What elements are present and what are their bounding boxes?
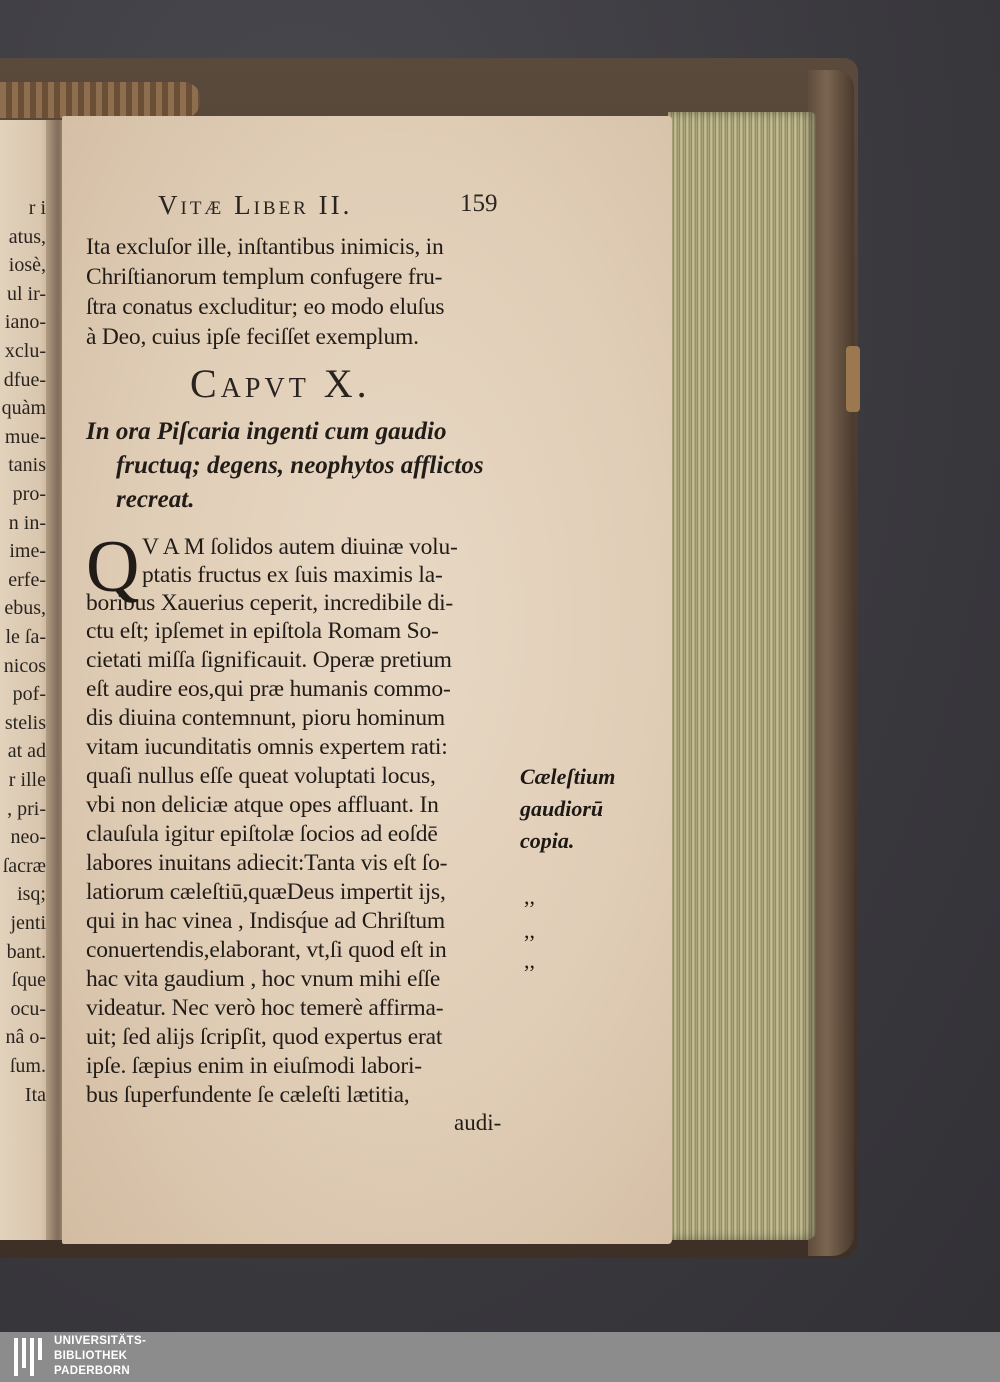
left-page-fragment: jenti <box>10 912 46 934</box>
left-page-fragment: dfue- <box>3 368 46 391</box>
body-line: dis diuina contemnunt, pioru hominum <box>86 705 445 731</box>
left-page-fragment: ebus, <box>4 597 46 620</box>
left-page-fragment: quàm <box>1 397 46 420</box>
running-head <box>158 190 518 226</box>
left-page-fragment: pro- <box>12 483 46 505</box>
library-name-line: UNIVERSITÄTS- <box>54 1335 147 1347</box>
marginal-note-line: copia. <box>520 828 575 853</box>
left-page-fragment: mue- <box>4 425 46 448</box>
body-line: labores inuitans adiecit:Tanta vis eſt ſo- <box>86 850 448 876</box>
body-line: cietati miſſa ſignificauit. Operæ pretium <box>86 647 452 673</box>
body-line: hac vita gaudium , hoc vnum mihi eſſe <box>86 966 441 992</box>
body-line: vbi non deliciæ atque opes affluant. In <box>86 792 439 818</box>
left-page-fragment: xclu- <box>4 340 46 362</box>
left-page-fragment: ſacræ <box>2 854 46 877</box>
library-name-line: PADERBORN <box>54 1365 130 1377</box>
left-page-fragment: nicos <box>3 654 46 677</box>
body-line: ipſe. ſæpius enim in eiuſmodi labori- <box>86 1053 422 1079</box>
running-head-title: Vitæ Liber II. <box>158 190 353 220</box>
page-number: 159 <box>460 190 498 217</box>
body-line: ptatis fructus ex ſuis maximis la- <box>142 562 443 588</box>
drop-cap: Q <box>86 526 140 608</box>
chapter-summary-line: recreat. <box>116 486 195 513</box>
body-line: latiorum cæleſtiū,quæDeus impertit ijs, <box>86 879 446 905</box>
left-page-fragment: iosè, <box>8 254 46 277</box>
library-name-line: BIBLIOTHEK <box>54 1350 128 1362</box>
marginal-note-line: gaudiorū <box>520 796 604 821</box>
chapter-heading: Capvt X. <box>190 361 371 406</box>
opening-line: Ita excluſor ille, inſtantibus inimicis, in <box>86 234 444 260</box>
left-page-fragment: at ad <box>7 740 46 763</box>
left-page-fragment: ime- <box>9 540 46 563</box>
body-line: V A M ſolidos autem diuinæ volu- <box>142 534 458 560</box>
chapter-summary-line: In ora Piſcaria ingenti cum gaudio <box>86 418 447 445</box>
left-page-fragment: tanis <box>8 454 46 477</box>
marginal-note-line: Cæleſtium <box>520 764 616 789</box>
body-line: vitam iucunditatis omnis expertem rati: <box>86 734 448 760</box>
body-line: boribus Xauerius ceperit, incredibile di- <box>86 590 454 616</box>
body-line: ctu eſt; ipſemet in epiſtola Romam So- <box>86 618 439 644</box>
opening-line: ſtra conatus excluditur; eo modo eluſus <box>86 294 445 320</box>
library-logo-icon <box>14 1338 48 1376</box>
quotation-mark: ,, <box>524 948 535 973</box>
left-page-fragment: n in- <box>8 511 46 534</box>
left-page-fragment: isq; <box>17 883 46 906</box>
left-page-fragment: ſum. <box>9 1055 46 1077</box>
body-line: bus ſuperfundente ſe cæleſti lætitia, <box>86 1082 410 1108</box>
opening-line: à Deo, cuius ipſe feciſſet exemplum. <box>86 324 419 350</box>
left-page-fragment: r i <box>28 197 46 219</box>
library-footer <box>0 1332 1000 1382</box>
left-page-fragment: neo- <box>10 826 46 849</box>
left-page-fragment: le ſa- <box>5 626 46 648</box>
left-page-fragment: Ita <box>24 1083 46 1106</box>
chapter-summary-line: fructuq; degens, neophytos afflictos <box>116 452 484 479</box>
quotation-mark: ,, <box>524 918 535 943</box>
quotation-mark: ,, <box>524 884 535 909</box>
body-line: eſt audire eos,qui præ humanis commo- <box>86 676 451 702</box>
left-page-fragment: iano- <box>4 311 46 334</box>
left-page-fragment: r ille <box>8 769 46 791</box>
body-line: qui in hac vinea , Indisq́ue ad Chriſtum <box>86 908 445 934</box>
left-page-fragment: pof- <box>12 683 46 706</box>
body-line: quaſi nullus eſſe queat voluptati locus, <box>86 763 436 789</box>
left-page-fragment: atus, <box>8 225 46 248</box>
catchword: audi- <box>454 1110 502 1135</box>
body-line: videatur. Nec verò hoc temerè affirma- <box>86 995 444 1021</box>
library-name <box>54 1334 146 1379</box>
clasp-remnant <box>846 346 860 412</box>
body-line: conuertendis,elaborant, vt,ſi quod eſt in <box>86 937 447 963</box>
page-block-edges <box>668 112 816 1240</box>
body-line: clauſula igitur epiſtolæ ſocios ad eoſdē <box>86 821 438 847</box>
left-page-fragment: , pri- <box>7 797 46 820</box>
left-page-fragment: stelis <box>4 711 46 734</box>
left-page-fragment: ul ir- <box>6 282 46 305</box>
body-line: uit; ſed alijs ſcripſit, quod expertus erat <box>86 1024 443 1050</box>
left-page-fragment: bant. <box>6 940 46 963</box>
left-page-fragment: ocu- <box>10 997 46 1020</box>
left-page-fragment: ſque <box>11 969 46 992</box>
book-headband <box>0 82 200 118</box>
left-page-fragment: nâ o- <box>5 1026 46 1049</box>
left-page-fragment: erfe- <box>8 568 46 591</box>
opening-line: Chriſtianorum templum confugere fru- <box>86 264 443 290</box>
